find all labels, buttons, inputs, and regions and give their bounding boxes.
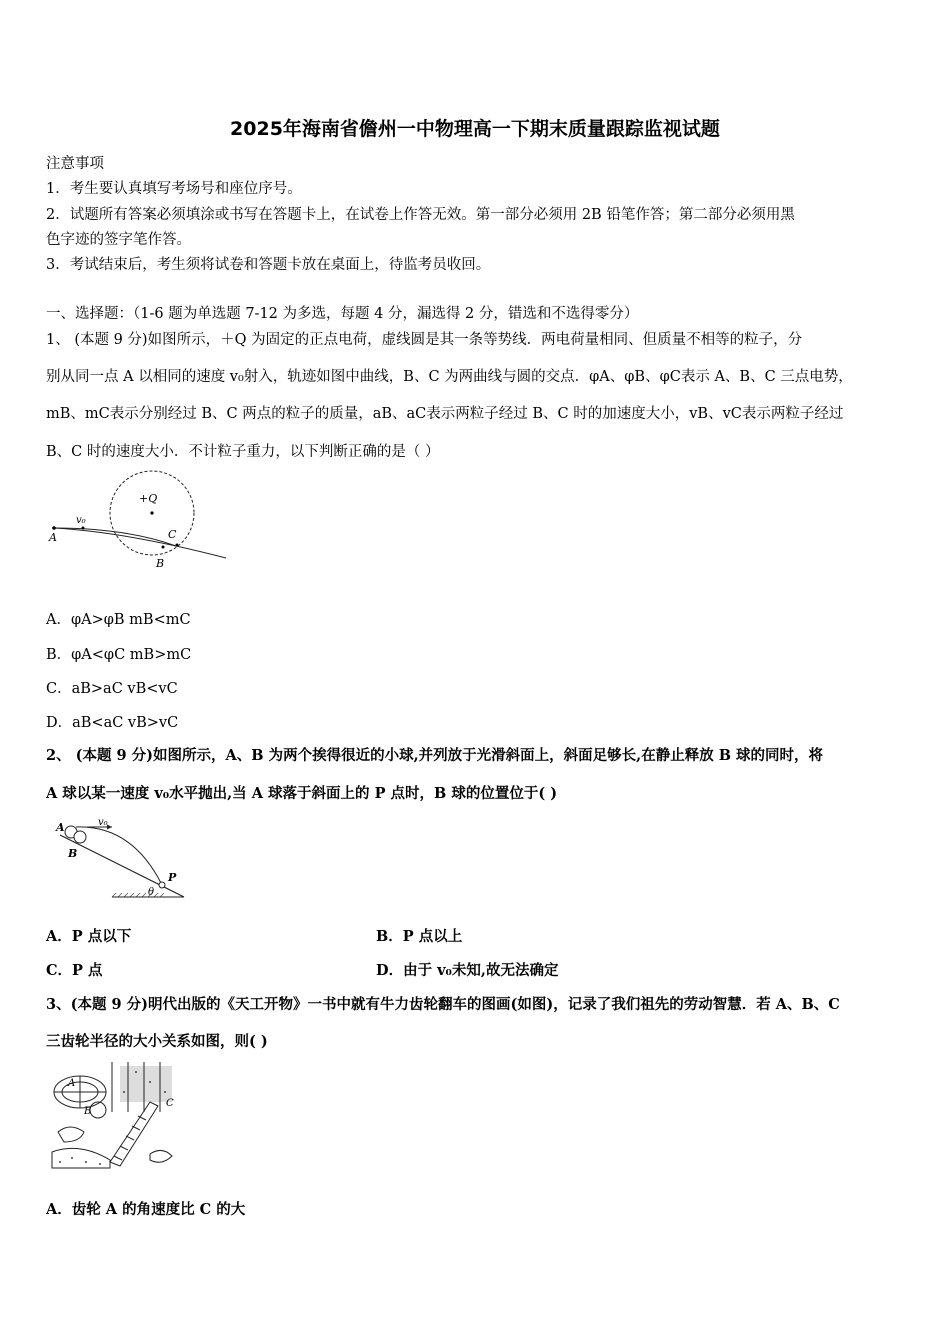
q2-option-a[interactable]: A．P 点以下 — [46, 928, 132, 945]
page-title: 2025年海南省儋州一中物理高一下期末质量跟踪监视试题 — [230, 118, 720, 140]
q1-option-c[interactable]: C．aB>aC vB<vC — [46, 681, 178, 697]
figure-label-q: +Q — [139, 492, 158, 505]
q1-line: mB、mC表示分别经过 B、C 两点的粒子的质量，aB、aC表示两粒子经过 B、C 时的加速度大小，vB、vC表示两粒子经过 — [46, 406, 844, 422]
q2-figure — [52, 815, 192, 905]
notice-item: 1．考生要认真填写考场号和座位序号。 — [46, 181, 302, 197]
q2-option-c[interactable]: C．P 点 — [46, 962, 103, 979]
figure-label-a: A — [56, 821, 65, 834]
q1-line: 别从同一点 A 以相同的速度 v₀射入，轨迹如图中曲线，B、C 为两曲线与圆的交点．φA、φB、φC表示 A、B、C 三点电势， — [46, 369, 853, 385]
figure-label-a: A — [49, 531, 57, 544]
notice-item: 色字迹的签字笔作答。 — [46, 232, 191, 248]
figure-label-a: A — [68, 1078, 76, 1089]
figure-label-p: P — [168, 871, 177, 884]
q1-option-d[interactable]: D．aB<aC vB>vC — [46, 715, 179, 731]
figure-label-theta: θ — [148, 887, 155, 898]
notice-item: 3．考试结束后，考生须将试卷和答题卡放在桌面上，待监考员收回。 — [46, 257, 491, 273]
q2-line: 2、 (本题 9 分)如图所示，A、B 为两个挨得很近的小球,并列放于光滑斜面上，斜面足够长,在静止释放 B 球的同时，将 — [46, 747, 824, 764]
q1-line: B、C 时的速度大小．不计粒子重力，以下判断正确的是（ ） — [46, 444, 440, 460]
notice-heading: 注意事项 — [46, 156, 104, 172]
q2-line: A 球以某一速度 v₀水平抛出,当 A 球落于斜面上的 P 点时，B 球的位置位于( ) — [46, 785, 558, 802]
q3-line: 三齿轮半径的大小关系如图，则( ) — [46, 1033, 268, 1050]
q3-line: 3、(本题 9 分)明代出版的《天工开物》一书中就有牛力齿轮翻车的图画(如图)，记录了我们祖先的劳动智慧．若 A、B、C — [46, 996, 840, 1013]
section-heading: 一、选择题：（1-6 题为单选题 7-12 为多选，每题 4 分，漏选得 2 分，错选和不选得零分） — [46, 306, 639, 322]
q1-line: 1、 (本题 9 分)如图所示，＋Q 为固定的正点电荷，虚线圆是其一条等势线．两电荷量相同、但质量不相等的粒子，分 — [46, 332, 803, 348]
figure-label-c: C — [168, 528, 177, 541]
notice-item: 2．试题所有答案必须填涂或书写在答题卡上，在试卷上作答无效。第一部分必须用 2B 铅笔作答；第二部分必须用黑 — [46, 207, 795, 223]
figure-label-b: B — [156, 557, 165, 570]
q2-option-d[interactable]: D．由于 v₀未知,故无法确定 — [376, 962, 559, 979]
q3-figure — [50, 1062, 175, 1170]
q2-option-b[interactable]: B．P 点以上 — [376, 928, 463, 945]
figure-label-b: B — [84, 1106, 92, 1117]
q1-figure — [46, 470, 236, 575]
q1-option-b[interactable]: B．φA<φC mB>mC — [46, 647, 192, 663]
figure-label-v0: v₀ — [76, 515, 86, 526]
q1-option-a[interactable]: A．φA>φB mB<mC — [46, 612, 191, 628]
q3-option-a[interactable]: A．齿轮 A 的角速度比 C 的大 — [46, 1201, 246, 1218]
figure-label-v0: v₀ — [98, 817, 108, 828]
figure-label-b: B — [68, 847, 78, 860]
figure-label-c: C — [166, 1098, 174, 1109]
